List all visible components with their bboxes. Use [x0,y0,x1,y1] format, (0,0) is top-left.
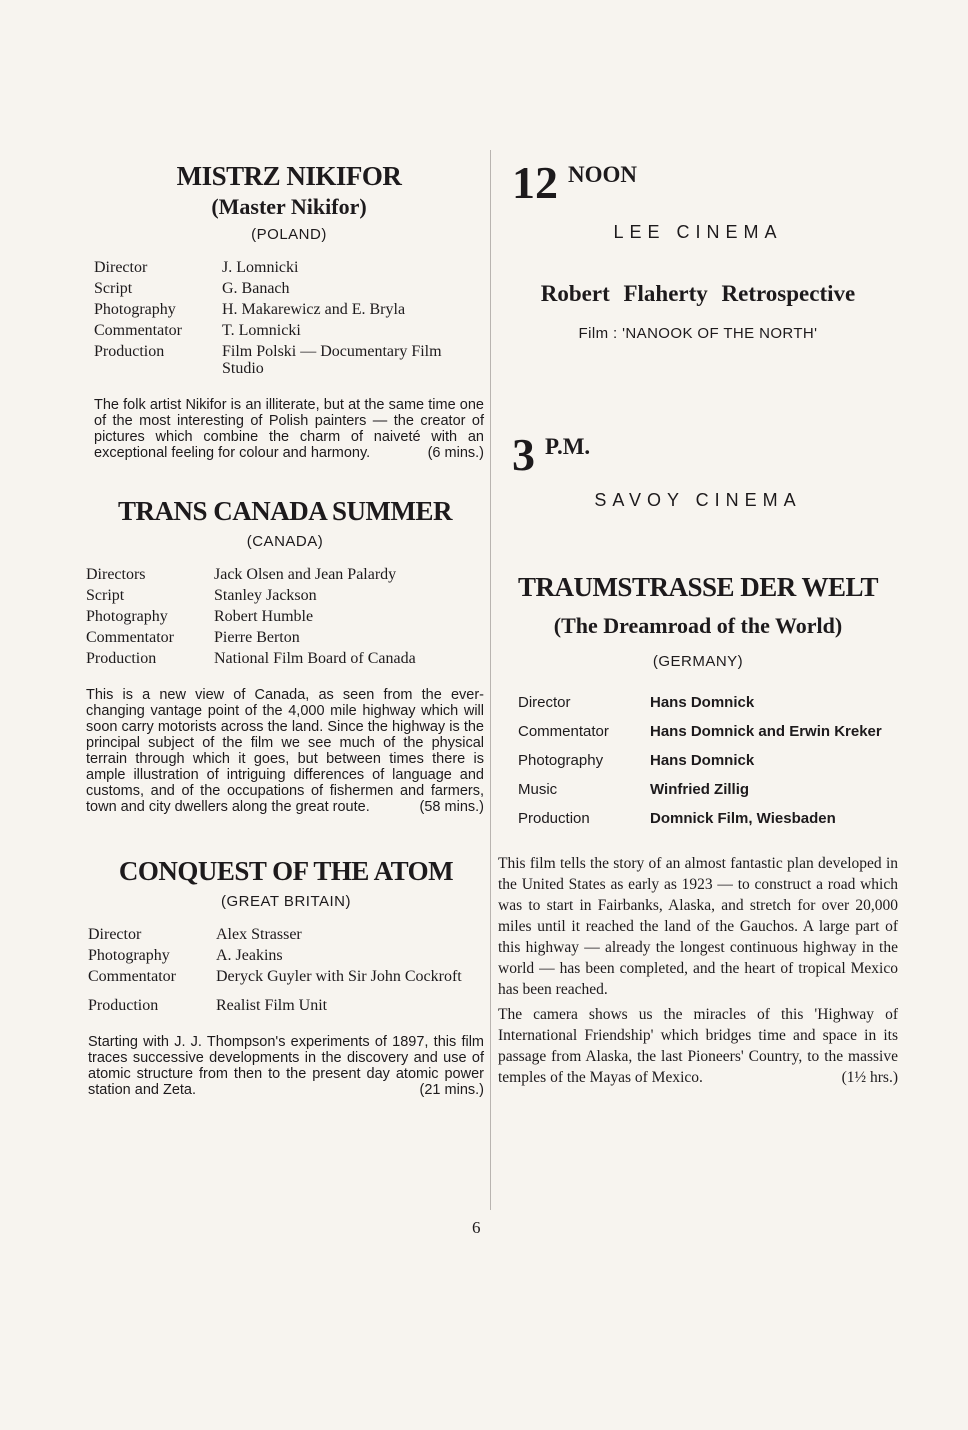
film-conquest-of-the-atom [88,855,484,1098]
session-time [512,429,898,480]
credit-role: Photography [518,752,604,769]
credit-value: T. Lomnicki [222,322,301,339]
credit-row [518,775,888,804]
film-trans-canada-summer [86,495,484,815]
film-country: (POLAND) [251,226,327,243]
credit-value: G. Banach [222,280,290,297]
film-description [86,687,484,815]
credit-value: Jack Olsen and Jean Palardy [214,566,397,583]
film-country: (GREAT BRITAIN) [220,893,351,910]
credit-value: H. Makarewicz and E. Bryla [222,301,406,318]
film-title: TRANS CANADA SUMMER [117,496,452,526]
film-duration: (58 mins.) [419,799,484,815]
credit-value: A. Jeakins [216,947,283,964]
description-text: Starting with J. J. Thompson's experiments of 1897, this film traces successive developments in the discovery and use of atomic structure from then to the present day atomic power station and Zeta. [88,1034,484,1098]
credit-row [86,585,484,606]
credit-role: Music [518,781,558,798]
credit-row [518,688,888,717]
film-title: CONQUEST OF THE ATOM [118,856,454,886]
film-description [88,1034,484,1098]
film-traumstrasse [498,571,898,1088]
credit-row [86,564,484,585]
credit-row [94,299,484,320]
credit-value: Alex Strasser [216,926,302,943]
film-mistrz-nikifor [94,160,484,461]
credit-role: Director [518,694,571,711]
credit-row [86,648,484,669]
credit-role: Photography [94,301,176,318]
credit-row [94,320,484,341]
credit-role: Production [94,343,165,360]
time-unit: NOON [568,162,637,187]
credit-role: Commentator [86,629,174,646]
time-unit: P.M. [545,434,591,459]
page-number: 6 [472,1218,481,1237]
credit-value: Realist Film Unit [216,997,328,1014]
film-subtitle: (The Dreamroad of the World) [553,613,843,638]
time-number: 12 [512,157,558,208]
venue-name: SAVOY CINEMA [594,490,802,510]
credit-role: Commentator [94,322,182,339]
film-title: TRAUMSTRASSE DER WELT [517,572,879,602]
credit-role: Commentator [518,723,609,740]
retrospective-heading: Robert Flaherty Retrospective [540,281,856,306]
credit-row [518,746,888,775]
credit-value: Hans Domnick [650,694,755,711]
film-duration: (21 mins.) [419,1082,484,1098]
credits-table [518,688,888,833]
credit-value: Pierre Berton [214,629,300,646]
venue-name: LEE CINEMA [613,222,783,242]
credit-role: Photography [86,608,168,625]
film-duration: (6 mins.) [427,445,484,461]
column-divider [490,150,491,1210]
credit-role: Script [86,587,125,604]
description-text: This is a new view of Canada, as seen from the ever-changing vantage point of the 4,000 mile highway which will soon carry motorists across the land. Since the highway is the principal subject of the film we see much of the physical terrain through which it goes, but between times there is ample illustration of intriguing differences of language and customs, and of the occupations of fishermen and farmers, town and city dwellers along the great route. [86,687,484,815]
credit-role: Directors [86,566,146,583]
credit-value: National Film Board of Canada [214,650,416,667]
film-country: (GERMANY) [652,653,744,670]
credit-value: Domnick Film, Wiesbaden [650,810,836,827]
credit-value: Robert Humble [214,608,314,625]
credit-role: Production [86,650,157,667]
session-time [512,157,898,208]
credit-value: Deryck Guyler with Sir John Cockroft [216,968,462,985]
credit-role: Production [518,810,590,827]
credit-row [94,278,484,299]
credit-role: Director [94,259,148,276]
film-description: This film tells the story of an almost fantastic plan developed in the United States as early as 1923 — to construct a road which was to start in Fairbanks, Alaska, and stretch for over 20,000 miles until it reached the land of the Gauchos. A large part of this highway — already the longest continuous highway in the world — has been completed, and the heart of tropical Mexico has been reached. [498,855,898,998]
time-number: 3 [512,429,535,480]
credit-value: Winfried Zillig [650,781,750,798]
credit-row [518,804,888,833]
film-title: MISTRZ NIKIFOR [176,161,402,191]
credits-table [94,257,484,379]
credit-row [88,966,484,987]
credit-role: Script [94,280,133,297]
film-country: (CANADA) [246,533,324,550]
credit-row [94,257,484,278]
credit-value: Hans Domnick [650,752,755,769]
credit-row [86,627,484,648]
credit-role: Director [88,926,142,943]
credit-role: Production [88,997,159,1014]
credit-value: Hans Domnick and Erwin Kreker [650,723,882,740]
credit-row [86,606,484,627]
credit-row [94,341,484,379]
film-description [498,1004,898,1088]
credit-role: Commentator [88,968,176,985]
description-text: The camera shows us the miracles of this 'Highway of International Friendship' which bridges time and space in its passage from Alaska, the last Pioneers' Country, to the massive temples of the Mayas of Mexico. [498,1006,898,1086]
credits-table [88,924,484,1016]
credit-value: Film Polski — Documentary Film Studio [222,343,442,377]
credit-row [88,924,484,945]
credit-row [88,987,484,1016]
right-column [498,157,898,1088]
noon-session [498,157,898,342]
film-duration: (1½ hrs.) [841,1069,898,1086]
credits-table [86,564,484,669]
film-subtitle: (Master Nikifor) [211,194,367,219]
credit-role: Photography [88,947,170,964]
credit-row [88,945,484,966]
retrospective-film: Film : 'NANOOK OF THE NORTH' [578,325,818,342]
description-text: The folk artist Nikifor is an illiterate, but at the same time one of the most interesting of Polish painters — the creator of pictures which combine the charm of naiveté with an exceptional feeling for colour and harmony. [94,397,484,461]
credit-row [518,717,888,746]
left-column [74,160,484,1098]
credit-value: Stanley Jackson [214,587,317,604]
credit-value: J. Lomnicki [222,259,299,276]
afternoon-session [498,429,898,1088]
film-description [94,397,484,461]
